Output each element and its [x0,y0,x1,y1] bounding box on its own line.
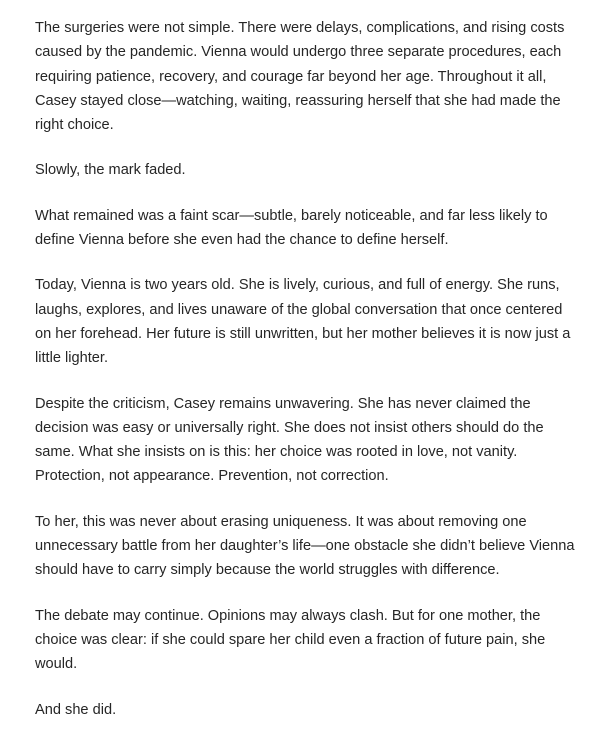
paragraph-surgeries: The surgeries were not simple. There were delays, complications, and rising costs caused by the pandemic. Vienna would undergo three separate procedures, each requiring patience, recovery, and courage far beyond her age. Throughout it all, Casey stayed close—watching, waiting, reassuring herself that she had made the right choice. [35,20,565,134]
paragraph-faint-scar: What remained was a faint scar—subtle, barely noticeable, and far less likely to define Vienna before she even had the chance to define herself. [35,207,548,249]
paragraph-criticism: Despite the criticism, Casey remains unwavering. She has never claimed the decision was easy or universally right. She does not insist others should do the same. What she insists on is this: her choice was rooted in love, not vanity. Protection, not appearance. Prevention, not correction. [35,395,544,485]
paragraph-today: Today, Vienna is two years old. She is lively, curious, and full of energy. She runs, laughs, explores, and lives unaware of the global conversation that once centered on her forehead. Her future is still unwritten, but her mother believes it is now just a little lighter. [35,277,571,367]
paragraph-and-she-did: And she did. [35,701,117,718]
paragraph-uniqueness: To her, this was never about erasing uniqueness. It was about removing one unnecessary battle from her daughter’s life—one obstacle she didn’t believe Vienna should have to carry simply because the world struggles with difference. [35,513,575,579]
paragraph-mark-faded: Slowly, the mark faded. [35,162,186,179]
paragraph-debate: The debate may continue. Opinions may always clash. But for one mother, the choice was clear: if she could spare her child even a fraction of future pain, she would. [35,607,546,673]
